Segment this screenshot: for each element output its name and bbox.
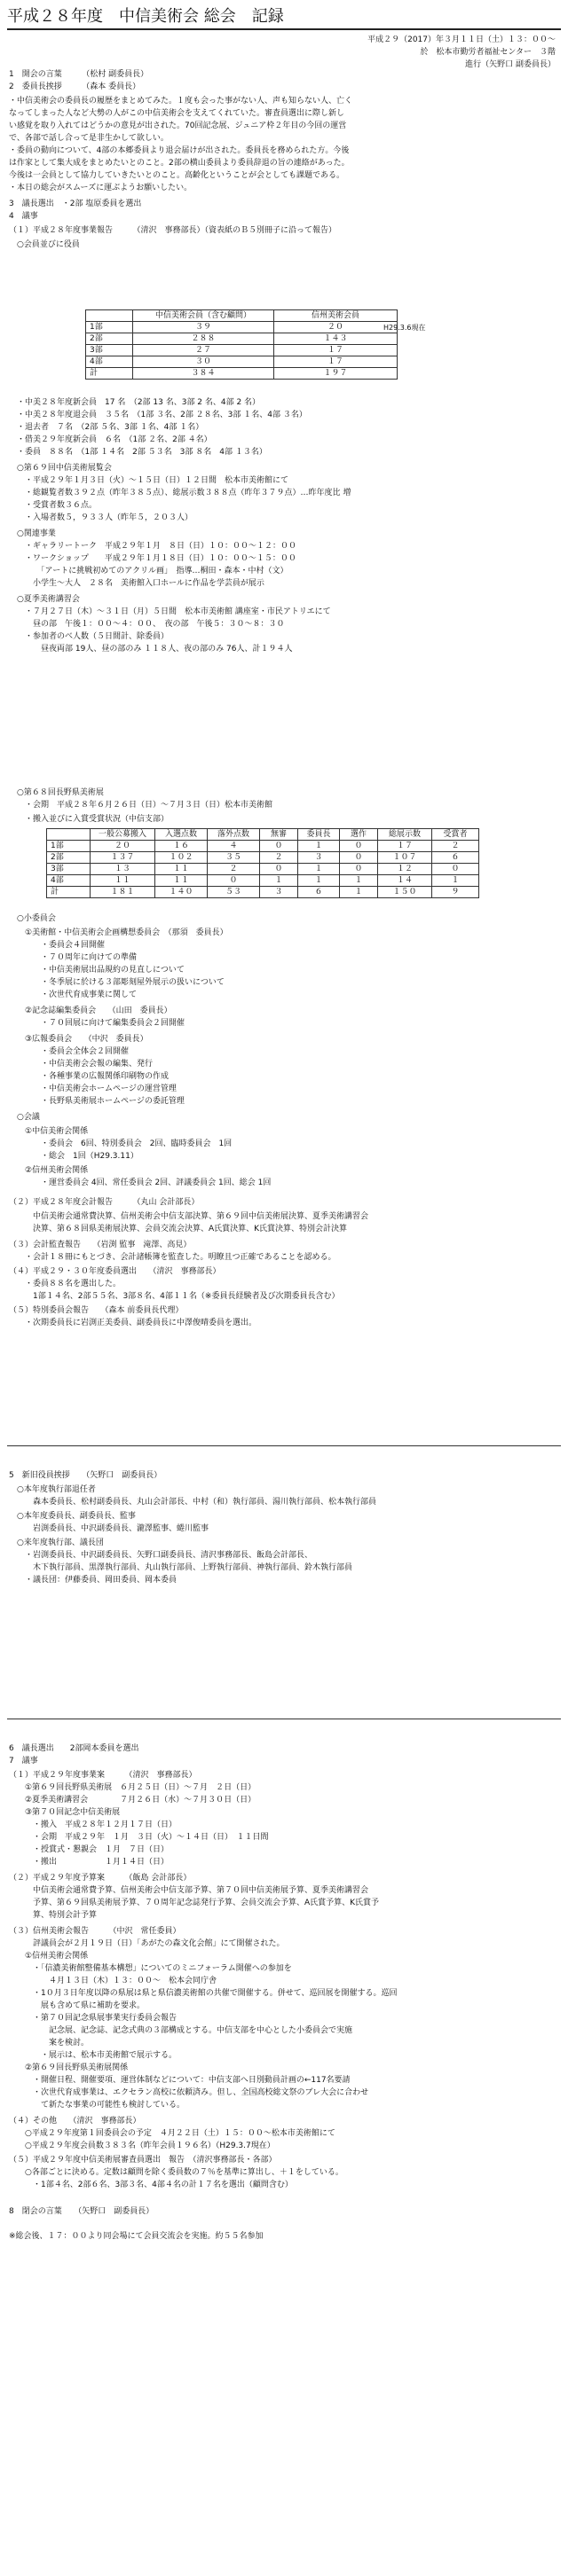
- minutes-line: ・中信美術会ホームページの運営管理: [9, 1084, 177, 1093]
- table-cell: 4部: [86, 356, 133, 368]
- minutes-line: 2 委員長挨拶 （森本 委員長）: [9, 82, 141, 91]
- table-cell: ０: [340, 852, 378, 864]
- meeting-chair: 進行（矢野口 副委員長）: [465, 60, 556, 69]
- minutes-line: ○本年度執行部退任者: [9, 1485, 96, 1494]
- minutes-line: ・委員 ８８名 （1部 １４名 2部 ５３名 3部 ８名 4部 １３名）: [9, 448, 267, 457]
- table-cell: 落外点数: [208, 829, 260, 841]
- table-cell: ２０: [91, 841, 155, 852]
- minutes-line: （５）特別委員会報告 （森本 前委員長代理）: [9, 1306, 184, 1315]
- table-cell: ２７: [133, 345, 274, 356]
- table-cell: 入選点数: [155, 829, 208, 841]
- minutes-line: ・委員の動向について、4部の本郷委員より退会届けが出された。委員長を務められた方。今後: [9, 146, 350, 155]
- table-cell: １１: [155, 875, 208, 887]
- minutes-line: ・搬入並びに入賞受賞状況（中信支部）: [9, 815, 170, 824]
- minutes-line: ・各種事業の広報関係印刷物の作成: [9, 1072, 170, 1081]
- table-cell: １: [260, 875, 298, 887]
- table-cell: ２０: [274, 322, 398, 333]
- table-cell: ０: [340, 841, 378, 852]
- table-row: [86, 345, 398, 356]
- table-cell: １: [340, 875, 378, 887]
- minutes-line: ・搬出 １月１４日（日）: [9, 1858, 170, 1867]
- table-cell: ３０: [133, 356, 274, 368]
- minutes-line: （４）その他 （清沢 事務部長）: [9, 2117, 141, 2126]
- table-cell: １: [298, 875, 340, 887]
- section-divider: [7, 1445, 561, 1446]
- exhibit-table-header: [47, 829, 479, 841]
- minutes-line: ・中信美術会の委員長の履歴をまとめてみた。１度も会った事がない人、声も知らない人、亡く: [9, 97, 353, 106]
- minutes-line: い感覚を取り入れてはどうかの意見が出された。70回記念展、ジュニア枠２年目の今回の運営: [9, 121, 347, 130]
- minutes-line: ・会期 平成２９年 １月 ３日（火）～１４日（日） １１日間: [9, 1833, 269, 1842]
- minutes-line: 5 新旧役員挨拶 （矢野口 副委員長）: [9, 1471, 162, 1480]
- minutes-line: ・受賞者数３６点。: [9, 501, 98, 510]
- table-row: [47, 852, 479, 864]
- minutes-line: ・次世代育成事業は、エクセラン高校に依頼済み。但し、全国高校総文祭のブレ大会に合わせ: [9, 2088, 369, 2097]
- minutes-line: 森本委員長、松村副委員長、丸山会計部長、中村（和）執行部員、湯川執行部員、松本執行部員: [9, 1498, 377, 1507]
- minutes-line: ①中信美術会関係: [9, 1127, 89, 1136]
- minutes-line: ・1０月３日年度以降の県展は県と県信濃美術館の共催で開催する。併せて、巡回展を開催する。巡回: [9, 1989, 398, 1998]
- title-rule: [7, 28, 561, 30]
- table-row: [47, 887, 479, 898]
- minutes-line: 決算、第６８回県美術展決算、会員交流会決算、A氏賞決算、K氏賞決算、特別会計決算: [9, 1225, 348, 1233]
- minutes-line: ４月１３日（木）１３：００～ 松本会同庁舎: [9, 1977, 217, 1985]
- meeting-date: 平成２９（2017）年３月１１日（土）１３：００～: [367, 35, 556, 44]
- minutes-line: ①第６９回長野県美術展 ６月２５日（日）～７月 ２日（日）: [9, 1783, 256, 1792]
- table-cell: １３７: [91, 852, 155, 864]
- minutes-line: ・開催日程、開催要項、運営体制などについて：中信支部へ日別動員計画の←117名要請: [9, 2076, 351, 2085]
- minutes-line: ・借美２９年度新会員 ６名 （1部 ２名、2部 ４名）: [9, 435, 212, 444]
- title-row: [7, 4, 561, 30]
- table-cell: １７: [378, 841, 432, 852]
- table-cell: ３: [298, 852, 340, 864]
- table-cell: ０: [432, 864, 479, 875]
- table-cell: １９７: [274, 368, 398, 380]
- minutes-line: ③第７０回記念中信美術展: [9, 1808, 121, 1817]
- minutes-line: ・次期委員長に岩渕正美委員、副委員長に中澤俊晴委員を選出。: [9, 1319, 257, 1327]
- table-cell: １７: [274, 356, 398, 368]
- table-row: [86, 356, 398, 368]
- table-cell: ４: [208, 841, 260, 852]
- document-title: 平成２８年度 中信美術会 総会 記録: [7, 7, 284, 26]
- table-cell: １６: [155, 841, 208, 852]
- table-cell: 計: [86, 368, 133, 380]
- table-cell: ２: [208, 864, 260, 875]
- minutes-line: ○第６８回長野県美術展: [9, 788, 104, 797]
- minutes-line: ○本年度委員長、副委員長、監事: [9, 1512, 136, 1521]
- table-cell: １２: [378, 864, 432, 875]
- table-cell: 2部: [47, 852, 91, 864]
- minutes-line: ②第６９回長野県美術展関係: [9, 2063, 129, 2072]
- table-cell: 信州美術会員: [274, 310, 398, 322]
- table-row: [47, 875, 479, 887]
- minutes-line: ①美術館・中信美術会企画構想委員会 （那須 委員長）: [9, 928, 228, 937]
- members-table-header: [86, 310, 398, 322]
- minutes-line: 7 議事: [9, 1757, 38, 1766]
- table-cell: ２: [432, 841, 479, 852]
- minutes-line: ・退去者 ７名 （2部 ５名、3部 １名、4部 １名）: [9, 423, 204, 432]
- table-cell: １０２: [155, 852, 208, 864]
- minutes-line: 1 開会の言葉 （松村 副委員長）: [9, 70, 149, 79]
- table-row: [86, 322, 398, 333]
- meeting-venue: 於 松本市勤労者福祉センター ３階: [420, 48, 556, 57]
- table-cell: ５３: [208, 887, 260, 898]
- minutes-line: ③広報委員会 （中沢 委員長）: [9, 1035, 148, 1044]
- minutes-line: ・中信美術展出品規約の見直しについて: [9, 966, 185, 975]
- table-cell: ２８８: [133, 333, 274, 345]
- minutes-line: ○関連事業: [9, 529, 56, 538]
- minutes-line: ・７０周年に向けての準備: [9, 953, 138, 962]
- table-row: [86, 333, 398, 345]
- table-cell: 委員長: [298, 829, 340, 841]
- table-cell: １: [298, 864, 340, 875]
- minutes-line: ・委員会４回開催: [9, 941, 106, 950]
- table-row: [86, 368, 398, 380]
- minutes-line: ・中美２８年度新会員 17 名 （2部 13 名、3部 2 名、4部 2 名）: [9, 398, 261, 407]
- minutes-line: 小学生～大人 ２８名 美術館入口ホールに作品を学芸員が展示: [9, 579, 264, 588]
- minutes-line: ・平成２９年１月３日（火）～１５日（日）１２日間 松本市美術館にて: [9, 476, 289, 485]
- minutes-line: （５）平成２９年度中信美術展審査員選出 報告 （清沢事務部長・各部）: [9, 2156, 277, 2165]
- table-cell: 3部: [47, 864, 91, 875]
- table-cell: ３９: [133, 322, 274, 333]
- minutes-line: 中信美術会通常費決算、信州美術会中信支部決算、第６９回中信美術展決算、夏季美術講習会: [9, 1212, 369, 1221]
- minutes-line: ・中信美術会会報の編集、発行: [9, 1060, 154, 1069]
- table-cell: １０７: [378, 852, 432, 864]
- minutes-line: ②夏季美術講習会 ７月２６日（水）～７月３０日（日）: [9, 1796, 256, 1805]
- minutes-line: ・冬季展に於ける３部彫刻屋外展示の扱いについて: [9, 978, 225, 987]
- table-cell: ３５: [208, 852, 260, 864]
- table-row: [47, 841, 479, 852]
- table-cell: 無審: [260, 829, 298, 841]
- minutes-line: 今後は一会員として協力していきたいとのこと。高齢化ということが会としても課題である。: [9, 171, 345, 180]
- minutes-line: ○会員並びに役員: [9, 240, 80, 249]
- minutes-line: ・委員会全体会２回開催: [9, 1047, 130, 1056]
- minutes-line: ②記念誌編集委員会 （山田 委員長）: [9, 1006, 172, 1015]
- minutes-line: で、各部で話し合って是非生かして欲しい。: [9, 134, 169, 143]
- minutes-line: （３）信州美術会報告 （中沢 常任委員）: [9, 1927, 181, 1936]
- table-cell: [47, 829, 91, 841]
- minutes-line: ・次世代育成事業に関して: [9, 990, 138, 999]
- minutes-line: ・搬入 平成２８年１２月１７日（日）: [9, 1820, 178, 1829]
- minutes-line: ・総観覧者数３９２点（昨年３８５点）、総展示数３８８点（昨年３７９点）…昨年度比 増: [9, 489, 351, 497]
- exhibit-table: [46, 828, 479, 898]
- minutes-line: ・会期 平成２８年６月２６日（日）～７月３日（日）松本市美術館: [9, 801, 273, 810]
- table-cell: １７: [274, 345, 398, 356]
- minutes-line: ・ギャラリートーク 平成２９年１月 ８日（日）１０：００～１２：００: [9, 542, 297, 551]
- minutes-line: 木下執行部員、黒澤執行部員、丸山執行部員、上野執行部員、神執行部員、鈴木執行部員: [9, 1563, 353, 1572]
- table-cell: 1部: [47, 841, 91, 852]
- minutes-line: 昼の部 午後１：００～４：００、 夜の部 午後５：３０～８：３０: [9, 620, 285, 629]
- minutes-line: ・入場者数５，９３３人（昨年５，２０３人）: [9, 513, 193, 522]
- minutes-line: ・議長団：伊藤委員、岡田委員、岡本委員: [9, 1576, 178, 1585]
- table-cell: ９: [432, 887, 479, 898]
- minutes-line: ・７０回展に向けて編集委員会２回開催: [9, 1019, 185, 1028]
- table-cell: [86, 310, 133, 322]
- minutes-line: は作家として集大成をまとめたいとのこと。2部の横山委員より委員辞退の旨の連絡があった。: [9, 159, 350, 168]
- minutes-line: （１）平成２８年度事業報告 （清沢 事務部長）（資表紙のＢ５別冊子に沿って報告）: [9, 226, 337, 235]
- table-cell: 1部: [86, 322, 133, 333]
- table-cell: ０: [260, 841, 298, 852]
- members-table: [85, 309, 398, 380]
- minutes-line: ○会議: [9, 1113, 40, 1122]
- minutes-line: ・運営委員会 4回、常任委員会 2回、評議委員会 1回、総会 1回: [9, 1178, 272, 1187]
- minutes-line: 記念展、記念誌、記念式典の３部構成とする。中信支部を中心とした小委員会で実施: [9, 2026, 353, 2035]
- minutes-line: ・委員会 6回、特別委員会 2回、臨時委員会 1回: [9, 1139, 233, 1148]
- table-cell: １４０: [155, 887, 208, 898]
- minutes-line: （１）平成２９年度事業案 （清沢 事務部長）: [9, 1771, 197, 1780]
- minutes-line: 6 議長選出 2部岡本委員を選出: [9, 1744, 139, 1753]
- table-cell: １１: [91, 875, 155, 887]
- minutes-line: ・委員８８名を選出した。: [9, 1280, 122, 1288]
- minutes-line: ○小委員会: [9, 914, 56, 923]
- minutes-line: 1部１４名、2部５５名、3部８名、4部１１名（※委員長経験者及び次期委員長含む）: [9, 1292, 340, 1301]
- minutes-line: ・中美２８年度退会員 ３５名 （1部 ３名、2部 ２８名、3部 １名、4部 ３名）: [9, 411, 307, 419]
- minutes-line: ・総会 1回（H29.3.11）: [9, 1152, 138, 1161]
- table-cell: １４３: [274, 333, 398, 345]
- table-cell: 2部: [86, 333, 133, 345]
- minutes-line: 8 閉会の言葉 （矢野口 副委員長）: [9, 2207, 154, 2216]
- minutes-line: 案を検討。: [9, 2039, 90, 2047]
- table-cell: １３: [91, 864, 155, 875]
- table-cell: ０: [340, 864, 378, 875]
- table-cell: 総展示数: [378, 829, 432, 841]
- minutes-line: ②信州美術会関係: [9, 1166, 89, 1175]
- table-cell: ２: [260, 852, 298, 864]
- minutes-line: ・本日の総会がスムーズに運ぶようお願いしたい。: [9, 184, 193, 192]
- table-cell: ０: [208, 875, 260, 887]
- minutes-line: 「アートに挑戦初めてのアクリル画」 指導…桐田・森本・中村（文）: [9, 567, 288, 575]
- minutes-line: ・参加者のべ人数（５日間計、除委員）: [9, 632, 170, 641]
- minutes-line: ・1部４名、2部６名、3部３名、4部４名の計１７名を選出（顧問含む）: [9, 2181, 293, 2189]
- minutes-line: て新たな事業の可能性も検討している。: [9, 2101, 185, 2110]
- minutes-line: ○平成２９年度第１回委員会の予定 ４月２２日（土）１５：００～松本市美術館にて: [9, 2129, 335, 2138]
- minutes-line: ○平成２９年度会員数３８３名（昨年会員１９６名）（H29.3.7現在）: [9, 2141, 275, 2150]
- table-cell: １８１: [91, 887, 155, 898]
- table-cell: ６: [298, 887, 340, 898]
- table-cell: １１: [155, 864, 208, 875]
- table-cell: １５０: [378, 887, 432, 898]
- table-cell: ６: [432, 852, 479, 864]
- minutes-line: （４）平成２９・３０年度委員選出 （清沢 事務部長）: [9, 1267, 221, 1276]
- table-cell: １４: [378, 875, 432, 887]
- minutes-line: 岩渕委員長、中沢副委員長、瀧澤監事、蜷川監事: [9, 1524, 209, 1533]
- minutes-line: ※総会後、１７：００より同会場にて会員交流会を実施。約５５名参加: [9, 2232, 264, 2241]
- table-row: [47, 864, 479, 875]
- minutes-line: 3 議長選出 ・2部 塩原委員を選出: [9, 200, 142, 208]
- minutes-line: （２）平成２９年度予算案 （飯島 会計部長）: [9, 1874, 192, 1883]
- minutes-line: 4 議事: [9, 212, 38, 221]
- minutes-line: ・会計１８冊にもとづき、会計諸帳簿を監査した。明瞭且つ正確であることを認める。: [9, 1253, 336, 1262]
- table-cell: 3部: [86, 345, 133, 356]
- minutes-line: 予算、第６９回県美術展予算、７０周年記念誌発行予算、会員交流会予算、A氏賞予算、K氏賞予: [9, 1899, 380, 1907]
- table-cell: １: [340, 887, 378, 898]
- minutes-line: なってしまった人など大勢の人がこの中信美術会を支えてくれていた。審査員選出に際し新し: [9, 109, 345, 118]
- table-cell: ３: [260, 887, 298, 898]
- minutes-line: 評議員会が２月１９日（日）「あがたの森文化会館」にて開催された。: [9, 1939, 285, 1948]
- minutes-line: （２）平成２８年度会計報告 （丸山 会計部長）: [9, 1198, 200, 1207]
- minutes-line: ・岩渕委員長、中沢副委員長、矢野口副委員長、清沢事務部長、飯島会計部長、: [9, 1551, 313, 1560]
- table-cell: 中信美術会員（含む顧問）: [133, 310, 274, 322]
- minutes-line: ○第６９回中信美術展覧会: [9, 464, 112, 473]
- minutes-line: ・「信濃美術館整備基本構想」についてのミニフォーラム開催への参加を: [9, 1964, 292, 1973]
- table-cell: 選作: [340, 829, 378, 841]
- table-cell: ０: [260, 864, 298, 875]
- minutes-line: ○夏季美術講習会: [9, 595, 80, 604]
- minutes-line: ○来年度執行部、議長団: [9, 1539, 104, 1547]
- table-cell: 計: [47, 887, 91, 898]
- table-cell: 一般公募搬入: [91, 829, 155, 841]
- minutes-line: 昼夜両部 19人、昼の部のみ １１８人、夜の部のみ 76人、計１９４人: [9, 645, 293, 654]
- minutes-line: （３）会計監査報告 （岩渕 監事 滝澤、高見）: [9, 1241, 192, 1249]
- table-cell: 4部: [47, 875, 91, 887]
- minutes-line: 算、特別会計予算: [9, 1911, 98, 1920]
- minutes-line: ○各部ごとに決める。定数は顧問を除く委員数の７％を基準に算出し、＋１をしている。: [9, 2168, 343, 2177]
- minutes-line: ・展示は、松本市美術館で展示する。: [9, 2051, 178, 2060]
- minutes-line: ・第７０回記念県展事業実行委員会報告: [9, 2014, 178, 2023]
- minutes-line: ・長野県美術展ホームページの委託管理: [9, 1097, 185, 1106]
- table-cell: ３８４: [133, 368, 274, 380]
- minutes-line: ・７月２７日（木）～３１日（月）５日間 松本市美術館 講座室・市民アトリエにて: [9, 607, 331, 616]
- members-table-note: H29.3.6現在: [383, 324, 426, 332]
- minutes-line: 中信美術会通常費予算、信州美術会中信支部予算、第７０回中信美術展予算、夏季美術講習会: [9, 1886, 369, 1895]
- minutes-line: ①信州美術会関係: [9, 1952, 89, 1961]
- minutes-line: ・授賞式・懇親会 １月 ７日（日）: [9, 1845, 170, 1854]
- table-cell: １: [432, 875, 479, 887]
- minutes-line: 展も含めて県に補助を要求。: [9, 2001, 146, 2010]
- table-cell: １: [298, 841, 340, 852]
- table-cell: 受賞者: [432, 829, 479, 841]
- minutes-line: ・ワークショップ 平成２９年１月１８日（日）１０：００～１５：００: [9, 554, 296, 563]
